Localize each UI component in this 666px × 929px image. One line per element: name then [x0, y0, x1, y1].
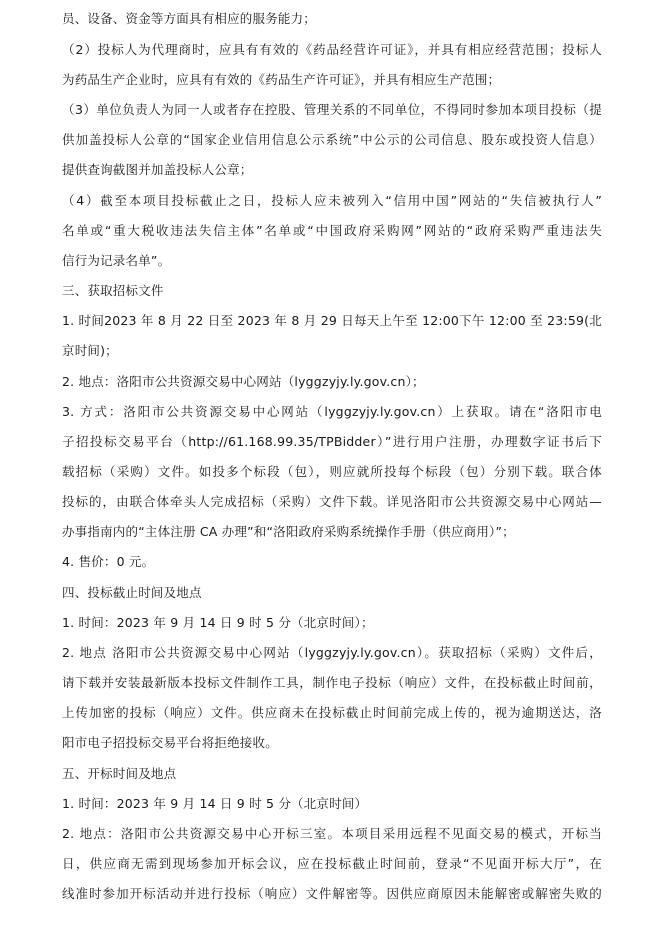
text-line: 1. 时间2023 年 8 月 22 日至 2023 年 8 月 29 日每天上午至 12:00下午 12:00 至 23:59(北 — [62, 313, 602, 328]
text-line: 为药品生产企业时，应具有有效的《药品生产许可证》，并具有相应生产范围； — [62, 72, 501, 87]
text-line: 投标的，由联合体牵头人完成招标（采购）文件下载。详见洛阳市公共资源交易中心网站— — [62, 494, 602, 509]
text-line: 1. 时间：2023 年 9 月 14 日 9 时 5 分（北京时间） — [62, 796, 368, 811]
text-line: 2. 地点：洛阳市公共资源交易中心网站（lyggzyjy.ly.gov.cn）； — [62, 374, 425, 389]
text-line: 员、设备、资金等方面具有相应的服务能力； — [62, 11, 317, 26]
text-line: 请下载并安装最新版本投标文件制作工具，制作电子投标（响应）文件，在投标截止时间前， — [62, 675, 602, 690]
text-line: 名单或“重大税收违法失信主体”名单或“中国政府采购网”网站的“政府采购严重违法失 — [62, 223, 602, 238]
text-line: 阳市电子招投标交易平台将拒绝接收。 — [62, 735, 278, 750]
text-line: 1. 时间：2023 年 9 月 14 日 9 时 5 分（北京时间）； — [62, 615, 374, 630]
text-line: （4）截至本项目投标截止之日，投标人应未被列入“信用中国”网站的“失信被执行人” — [62, 193, 602, 208]
text-line: 4. 售价：0 元。 — [62, 554, 155, 569]
section-heading: 三、获取招标文件 — [62, 283, 164, 298]
text-line: 京时间)； — [62, 343, 118, 358]
text-line: 信行为记录名单”。 — [62, 253, 171, 268]
text-line: 供加盖投标人公章的“国家企业信用信息公示系统”中公示的公司信息、股东或投资人信息） — [62, 132, 602, 147]
text-line: 2. 地点：洛阳市公共资源交易中心开标三室。本项目采用远程不见面交易的模式，开标当 — [62, 826, 602, 841]
text-line: 线准时参加开标活动并进行投标（响应）文件解密等。因供应商原因未能解密或解密失败的 — [62, 886, 602, 901]
text-line: 办事指南内的“主体注册 CA 办理”和“洛阳政府采购系统操作手册（供应商用）”； — [62, 524, 515, 539]
text-line: （3）单位负责人为同一人或者存在控股、管理关系的不同单位，不得同时参加本项目投标（提 — [62, 102, 602, 117]
section-heading: 五、开标时间及地点 — [62, 766, 177, 781]
text-line: 载招标（采购）文件。如投多个标段（包），则应就所投每个标段（包）分别下载。联合体 — [62, 464, 602, 479]
text-line: 3. 方式：洛阳市公共资源交易中心网站（lyggzyjy.ly.gov.cn）上获取。请在“洛阳市电 — [62, 404, 602, 419]
section-heading: 四、投标截止时间及地点 — [62, 585, 202, 600]
text-line: 日，供应商无需到现场参加开标会议，应在投标截止时间前，登录“不见面开标大厅”，在 — [62, 856, 602, 871]
text-line: （2）投标人为代理商时，应具有有效的《药品经营许可证》，并具有相应经营范围；投标人 — [62, 42, 602, 57]
text-line: 提供查询截图并加盖投标人公章； — [62, 162, 253, 177]
text-line: 子招投标交易平台（http://61.168.99.35/TPBidder）”进行用户注册，办理数字证书后下 — [62, 434, 602, 449]
text-line: 上传加密的投标（响应）文件。供应商未在投标截止时间前完成上传的，视为逾期送达，洛 — [62, 705, 602, 720]
text-line: 2. 地点 洛阳市公共资源交易中心网站（lyggzyjy.ly.gov.cn）。获取招标（采购）文件后， — [62, 645, 602, 660]
